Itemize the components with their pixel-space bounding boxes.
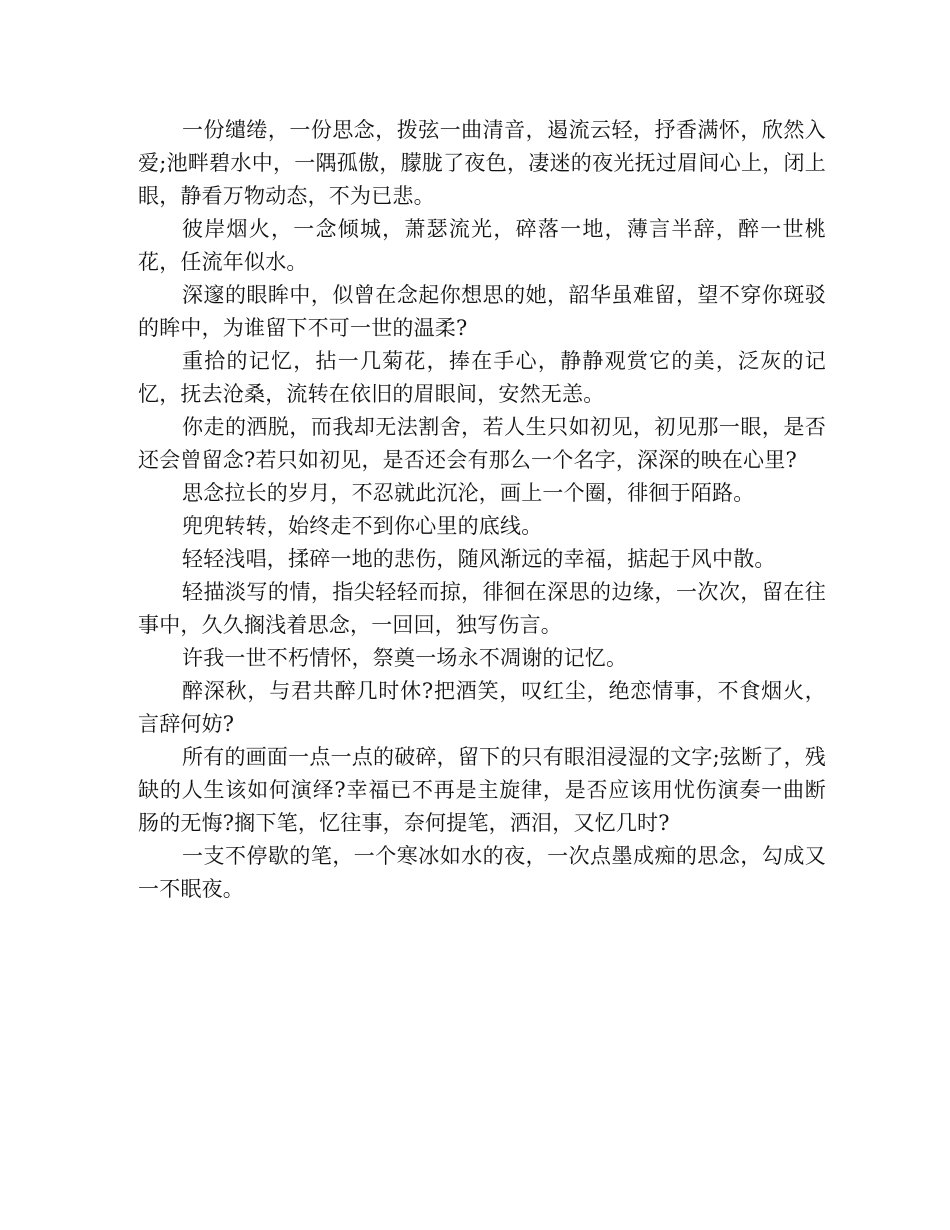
paragraph: 轻轻浅唱，揉碎一地的悲伤，随风渐远的幸福，掂起于风中散。 [182, 547, 776, 571]
paragraph: 一份缱绻，一份思念，拨弦一曲清音，遏流云轻，抒香满怀，欣然入爱;池畔碧水中，一隅孤傲，朦胧了夜色，凄迷的夜光抚过眉间心上，闭上眼，静看万物动态，不为已悲。 [138, 118, 826, 208]
paragraph: 轻描淡写的情，指尖轻轻而掠，徘徊在深思的边缘，一次次，留在往事中，久久搁浅着思念，一回回，独写伤言。 [138, 580, 826, 637]
paragraph: 彼岸烟火，一念倾城，萧瑟流光，碎落一地，薄言半辞，醉一世桃花，任流年似水。 [138, 217, 826, 274]
paragraph: 深邃的眼眸中，似曾在念起你想思的她，韶华虽难留，望不穿你斑驳的眸中，为谁留下不可一世的温柔? [138, 283, 826, 340]
paragraph: 你走的洒脱，而我却无法割舍，若人生只如初见，初见那一眼，是否还会曾留念?若只如初见，是否还会有那么一个名字，深深的映在心里? [138, 415, 826, 472]
paragraph: 所有的画面一点一点的破碎，留下的只有眼泪浸湿的文字;弦断了，残缺的人生该如何演绎?幸福已不再是主旋律，是否应该用忧伤演奏一曲断肠的无悔?搁下笔，忆往事，奈何提笔，洒泪，又忆几时? [138, 745, 826, 835]
paragraph: 重拾的记忆，拈一几菊花，捧在手心，静静观赏它的美，泛灰的记忆，抚去沧桑，流转在依旧的眉眼间，安然无恙。 [138, 349, 826, 406]
paragraph: 兜兜转转，始终走不到你心里的底线。 [182, 514, 543, 538]
paragraph: 许我一世不朽情怀，祭奠一场永不凋谢的记忆。 [182, 646, 628, 670]
paragraph: 思念拉长的岁月，不忍就此沉沦，画上一个圈，徘徊于陌路。 [182, 481, 755, 505]
paragraph: 一支不停歇的笔，一个寒冰如水的夜，一次点墨成痴的思念，勾成又一不眠夜。 [138, 844, 826, 901]
paragraph: 醉深秋，与君共醉几时休?把酒笑，叹红尘，绝恋情事，不食烟火，言辞何妨? [138, 679, 826, 736]
document-body [138, 114, 826, 906]
